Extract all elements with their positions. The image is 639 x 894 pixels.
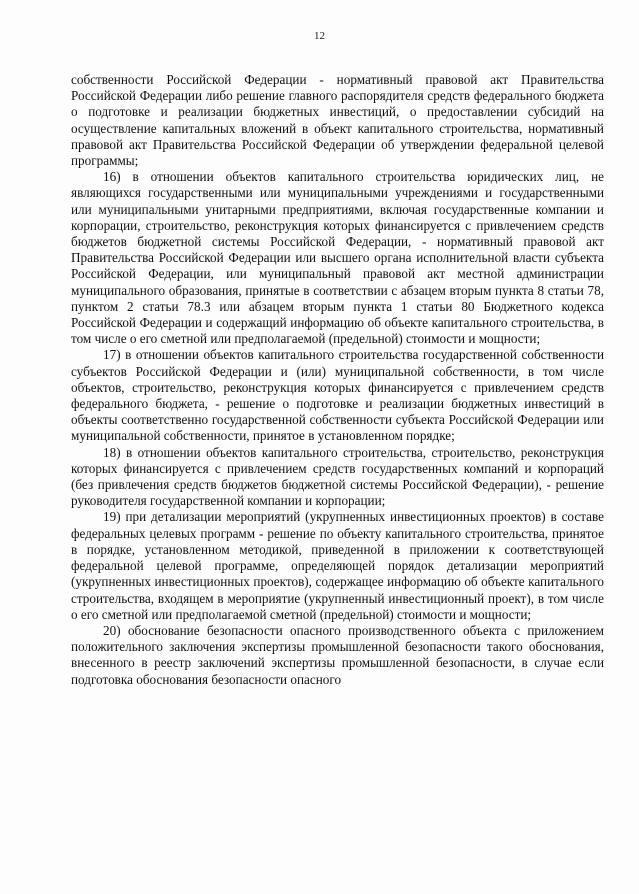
paragraph-item-18: 18) в отношении объектов капитального строительства, строительство, реконструкция которых финансируется с привлечением средств государственных компаний и корпораций (без привлечения средств бюджетов бюджетной системы Российской Федерации), - решение руководителя государственной компании и корпорации; — [71, 444, 604, 509]
paragraph-item-20: 20) обоснование безопасности опасного производственного объекта с приложением положительного заключения экспертизы промышленной безопасности такого обоснования, внесенного в реестр заключений экспертизы промышленной безопасности, в случае если подготовка обоснования безопасности опасного — [71, 622, 604, 687]
paragraph-continuation: собственности Российской Федерации - нормативный правовой акт Правительства Российской Федерации либо решение главного распорядителя средств федерального бюджета о подготовке и реализации бюджетных инвестиций, о предоставлении субсидий на осуществление капитальных вложений в объект капитального строительства, нормативный правовой акт Правительства Российской Федерации об утверждении федеральной целевой программы; — [71, 72, 604, 169]
paragraph-item-17: 17) в отношении объектов капитального строительства государственной собственности субъектов Российской Федерации и (или) муниципальной собственности, в том числе объектов, строительство, реконструкция которых финансируется с привлечением средств федерального бюджета, - решение о подготовке и реализации бюджетных инвестиций в объекты соответственно государственной собственности субъекта Российской Федерации или муниципальной собственности, принятое в установленном порядке; — [71, 347, 604, 444]
document-body — [71, 72, 604, 688]
paragraph-item-16: 16) в отношении объектов капитального строительства юридических лиц, не являющихся государственными или муниципальными учреждениями и государственными или муниципальными унитарными предприятиями, включая государственные компании и корпорации, строительство, реконструкция которых финансируется с привлечением средств бюджетов бюджетной системы Российской Федерации, - нормативный правовой акт Правительства Российской Федерации или высшего органа исполнительной власти субъекта Российской Федерации, или муниципальный правовой акт местной администрации муниципального образования, принятые в соответствии с абзацем вторым пункта 8 статьи 78, пунктом 2 статьи 78.3 или абзацем вторым пункта 1 статьи 80 Бюджетного кодекса Российской Федерации и содержащий информацию об объекте капитального строительства, в том числе о его сметной или предполагаемой (предельной) стоимости и мощности; — [71, 169, 604, 347]
page-number: 12 — [314, 30, 325, 42]
paragraph-item-19: 19) при детализации мероприятий (укрупненных инвестиционных проектов) в составе федеральных целевых программ - решение по объекту капитального строительства, принятое в порядке, установленном методикой, приведенной в приложении к соответствующей федеральной целевой программе, определяющей порядок детализации мероприятий (укрупненных инвестиционных проектов), содержащее информацию об объекте капитального строительства, входящем в мероприятие (укрупненный инвестиционный проект), в том числе о его сметной или предполагаемой сметной (предельной) стоимости и мощности; — [71, 509, 604, 622]
